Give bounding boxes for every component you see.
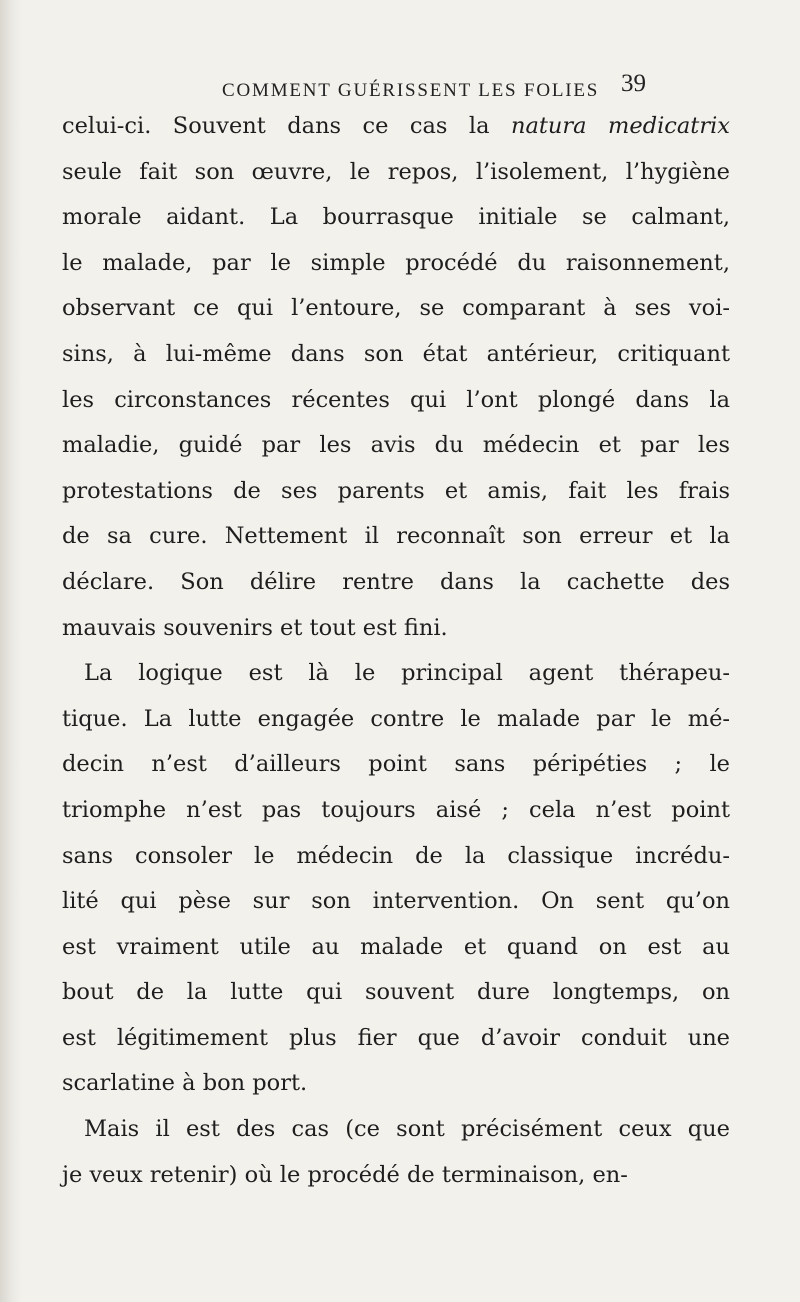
text-line bbox=[62, 606, 730, 652]
italic-phrase: natura medicatrix bbox=[510, 113, 730, 139]
text-line bbox=[62, 286, 730, 332]
text-segment: lité qui pèse sur son intervention. On sent qu’on bbox=[62, 888, 730, 915]
running-title: COMMENT GUÉRISSENT LES FOLIES bbox=[222, 80, 600, 101]
text-segment: est légitimement plus fier que d’avoir conduit une bbox=[62, 1024, 730, 1051]
text-line bbox=[62, 925, 730, 971]
text-segment: sins, à lui-même dans son état antérieur, critiquant bbox=[62, 340, 730, 367]
text-segment: Mais il est des cas (ce sont précisément ceux que bbox=[84, 1116, 730, 1143]
text-line bbox=[62, 514, 730, 560]
text-line bbox=[62, 150, 730, 196]
body-text bbox=[62, 104, 730, 1198]
text-segment: celui-ci. Souvent dans ce cas la bbox=[62, 113, 511, 139]
page-edge-shadow bbox=[0, 0, 22, 1302]
text-segment: sans consoler le médecin de la classique incrédu- bbox=[62, 842, 730, 869]
text-line bbox=[62, 104, 730, 150]
text-line bbox=[62, 1107, 730, 1153]
text-segment: mauvais souvenirs et tout est fini. bbox=[62, 614, 448, 641]
text-line bbox=[62, 378, 730, 424]
text-segment: les circonstances récentes qui l’ont plongé dans la bbox=[62, 386, 730, 413]
text-segment: observant ce qui l’entoure, se comparant à ses voi- bbox=[62, 295, 730, 322]
text-line bbox=[62, 1061, 730, 1107]
text-segment: scarlatine à bon port. bbox=[62, 1070, 308, 1097]
text-line bbox=[62, 560, 730, 606]
text-line bbox=[62, 879, 730, 925]
text-line bbox=[62, 241, 730, 287]
text-line bbox=[62, 970, 730, 1016]
text-segment: La logique est là le principal agent thérapeu- bbox=[84, 660, 730, 687]
text-line bbox=[62, 195, 730, 241]
text-line bbox=[62, 697, 730, 743]
text-segment: déclare. Son délire rentre dans la cachette des bbox=[62, 568, 730, 595]
text-line bbox=[62, 834, 730, 880]
text-segment: maladie, guidé par les avis du médecin et par les bbox=[62, 432, 730, 459]
text-segment: tique. La lutte engagée contre le malade par le mé- bbox=[62, 705, 730, 732]
text-segment: est vraiment utile au malade et quand on est au bbox=[62, 933, 730, 960]
text-line bbox=[62, 423, 730, 469]
text-segment: decin n’est d’ailleurs point sans péripéties ; le bbox=[62, 751, 730, 778]
page-number: 39 bbox=[621, 70, 646, 97]
text-segment: triomphe n’est pas toujours aisé ; cela n’est point bbox=[62, 796, 730, 823]
text-segment: bout de la lutte qui souvent dure longtemps, on bbox=[62, 979, 730, 1006]
text-segment: morale aidant. La bourrasque initiale se calmant, bbox=[62, 204, 730, 231]
text-line bbox=[62, 332, 730, 378]
text-line bbox=[62, 788, 730, 834]
text-segment: le malade, par le simple procédé du raisonnement, bbox=[62, 249, 730, 276]
text-segment: seule fait son œuvre, le repos, l’isolement, l’hygiène bbox=[62, 158, 730, 185]
text-line bbox=[62, 1153, 730, 1199]
text-line bbox=[62, 742, 730, 788]
text-line bbox=[62, 469, 730, 515]
text-line bbox=[62, 1016, 730, 1062]
text-segment: je veux retenir) où le procédé de terminaison, en- bbox=[62, 1161, 628, 1188]
text-segment: de sa cure. Nettement il reconnaît son erreur et la bbox=[62, 523, 730, 550]
text-line bbox=[62, 651, 730, 697]
text-segment: protestations de ses parents et amis, fait les frais bbox=[62, 477, 730, 504]
